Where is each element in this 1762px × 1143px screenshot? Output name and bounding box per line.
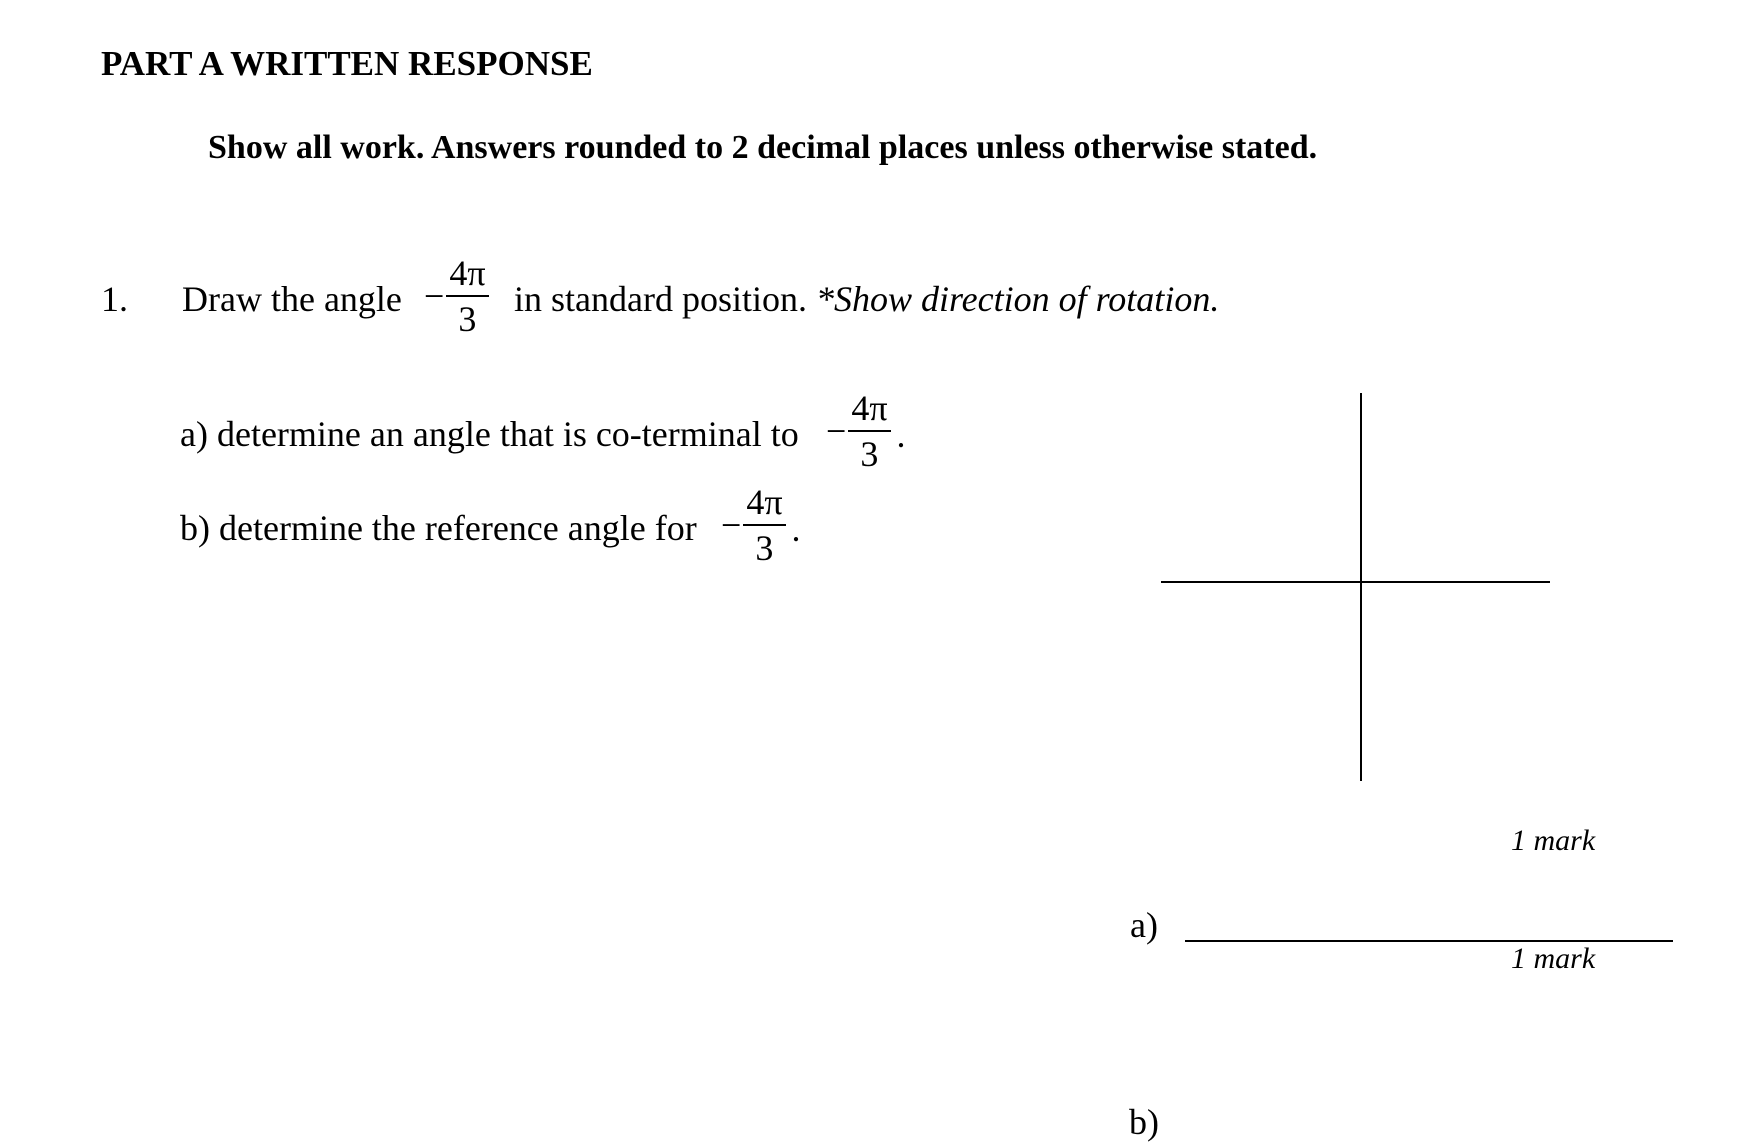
part-a-angle-fraction <box>826 390 906 472</box>
minus-sign: − <box>424 276 445 316</box>
x-axis <box>1161 581 1550 583</box>
fraction-numerator: 4π <box>446 255 488 297</box>
section-title: PART A WRITTEN RESPONSE <box>101 44 593 83</box>
angle-fraction <box>424 255 489 337</box>
mark-label: 1 mark <box>1511 942 1596 975</box>
answer-a-label: a) <box>1130 905 1158 945</box>
fraction-numerator: 4π <box>848 390 890 432</box>
prompt-italic-note: *Show direction of rotation. <box>815 279 1220 319</box>
fraction-numerator: 4π <box>743 484 785 526</box>
y-axis <box>1360 393 1362 781</box>
question-number: 1. <box>101 279 128 319</box>
part-b-prompt: b) determine the reference angle for <box>180 508 697 548</box>
fraction-denominator: 3 <box>755 528 774 568</box>
part-a-prompt: a) determine an angle that is co-terminal to <box>180 414 799 454</box>
answer-b-label: b) <box>1129 1102 1159 1142</box>
answer-a-line[interactable] <box>1185 940 1673 942</box>
minus-sign: − <box>721 505 742 545</box>
minus-sign: − <box>826 411 847 451</box>
part-b-angle-fraction <box>721 484 801 566</box>
instructions: Show all work. Answers rounded to 2 decimal places unless otherwise stated. <box>208 129 1318 166</box>
fraction-denominator: 3 <box>860 434 879 474</box>
prompt-after: in standard position. <box>514 279 816 319</box>
mark-label: 1 mark <box>1511 824 1596 857</box>
question-prompt-continued <box>514 278 1219 320</box>
period: . <box>896 415 906 455</box>
question-prompt: Draw the angle <box>182 279 402 319</box>
period: . <box>791 509 801 549</box>
fraction-denominator: 3 <box>458 299 477 339</box>
